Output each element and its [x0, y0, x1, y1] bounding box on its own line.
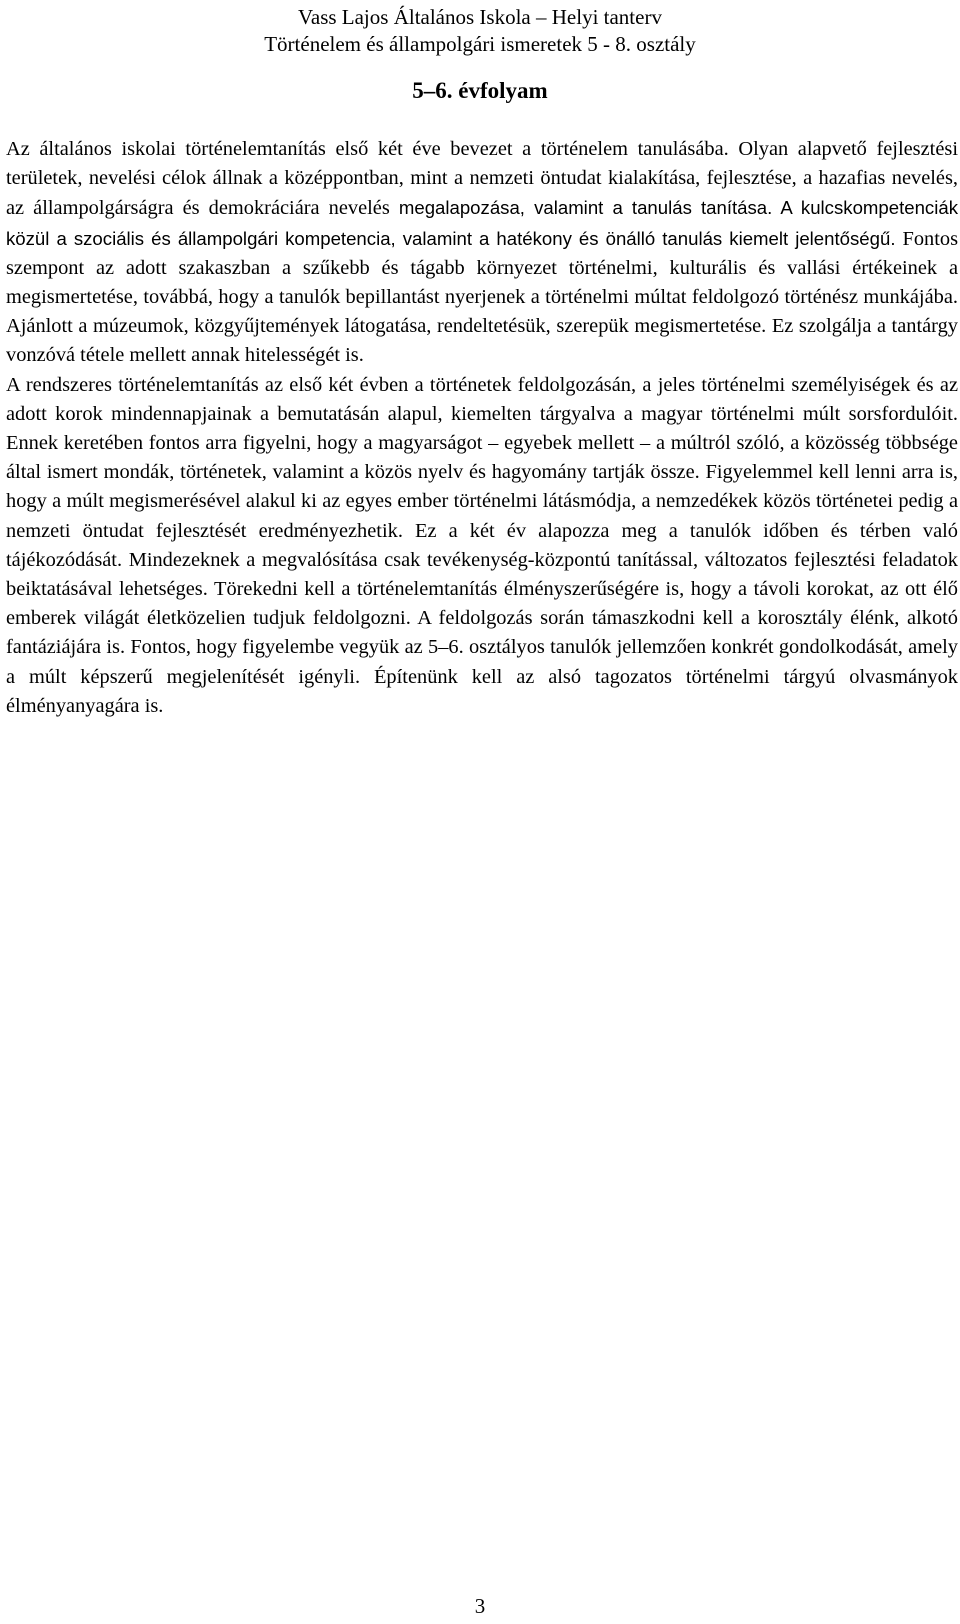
paragraph-intro-s2: megalapozása, valamint a tanulás tanítása. A kulcskompetenciák közül a szociális és állampolgári kompetencia, valamint a hatékony és önálló tanulás kiemelt jelentőségű.: [6, 197, 958, 249]
paragraph-main-s5: Mindezeknek a megvalósítása csak tevékenység-központú tanítással, változatos fejlesztési feladatok beiktatásával lehetséges. Törekedni kell a történelemtanítás élményszerűségére is, hogy a távoli korokat, az ott élő emberek világát életközelien tudjuk feldolgozni.: [6, 548, 958, 630]
section-title: 5–6. évfolyam: [412, 78, 548, 103]
paragraph-intro: [6, 135, 958, 371]
page-number: 3: [474, 1594, 486, 1618]
body-text: [6, 135, 958, 721]
page-header: [0, 4, 960, 58]
paragraph-intro-s1: Az általános iskolai történelemtanítás első két éve bevezet a történelem tanulásába. Olyan alapvető fejlesztési területek, nevelési célok állnak a középpontban, mint a nemzeti öntudat kialakítása, fejlesztése, a hazafias nevelés, az állampolgárságra és demokráciára nevelés: [6, 138, 958, 220]
paragraph-intro-s3: Fontos szempont az adott szakaszban a szűkebb és tágabb környezet történelmi, kulturális és vallási értékeinek a megismertetése, továbbá, hogy a tanulók bepillantást nyerjenek a történelmi múltat feldolgozó történész munkájába.: [6, 227, 959, 309]
paragraph-main-s6: A feldolgozás során támaszkodni kell a korosztály élénk, alkotó fantáziájára is.: [6, 607, 958, 659]
paragraph-main-s1: A rendszeres történelemtanítás az első két évben a történetek feldolgozásán, a jeles történelmi személyiségek és az adott korok mindennapjainak a bemutatásán alapul, kiemelten tárgyalva a magyar történelmi múlt sorsfordulóit.: [6, 373, 958, 425]
paragraph-intro-s5: Ez szolgálja a tantárgy vonzóvá tétele mellett annak hitelességét is.: [6, 315, 958, 367]
header-subject-line: Történelem és állampolgári ismeretek 5 - 8. osztály: [264, 32, 696, 56]
paragraph-main-s7: Fontos, hogy figyelembe vegyük az 5–6. osztályos tanulók jellemzően konkrét gondolkodását, amely a múlt képszerű megjelenítését igényli. Építenünk kell az alsó tagozatos történelmi tárgyú olvasmányok élményanyagára is.: [6, 636, 958, 717]
paragraph-main: [6, 371, 958, 721]
paragraph-main-s2: Ennek keretében fontos arra figyelni, hogy a magyarságot – egyebek mellett – a múltról szóló, a közösség többsége által ismert mondák, történetek, valamint a közös nyelv és hagyomány tartják össze.: [6, 432, 958, 484]
paragraph-main-s4: Ez a két év alapozza meg a tanulók időben és térben való tájékozódását.: [6, 519, 958, 571]
paragraph-main-s3: Figyelemmel kell lenni arra is, hogy a múlt megismerésével alakul ki az egyes ember történelmi látásmódja, a nemzedékek közös történetei pedig a nemzeti öntudat fejlesztését eredményezhetik.: [6, 461, 958, 542]
paragraph-intro-s4: Ajánlott a múzeumok, közgyűjtemények látogatása, rendeltetésük, szerepük megismertetése.: [6, 315, 767, 338]
header-school-line: Vass Lajos Általános Iskola – Helyi tanterv: [298, 5, 662, 29]
